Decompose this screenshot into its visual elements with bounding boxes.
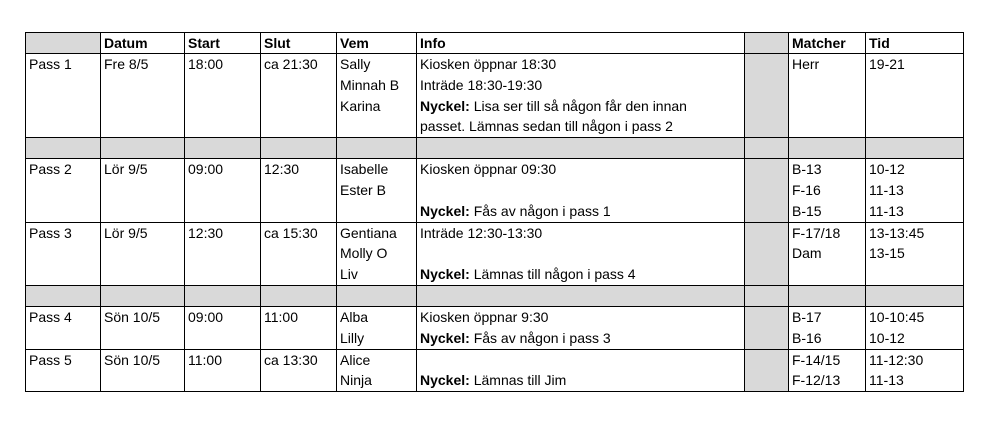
info-line <box>420 350 741 371</box>
pass-row-3 <box>26 222 964 285</box>
tid-line: 11-13 <box>869 202 904 219</box>
tid-line: 11-12:30 <box>869 351 924 368</box>
info-line <box>420 243 741 264</box>
info-key-line <box>420 370 741 391</box>
info-line: Kiosken öppnar 9:30 <box>420 308 549 325</box>
tid-line: 10-12 <box>869 161 905 178</box>
header-blank <box>745 33 789 54</box>
pass-matcher <box>789 306 866 349</box>
key-label: Nyckel: <box>420 329 470 346</box>
pass-name: Pass 5 <box>26 349 101 392</box>
vem-line: Ester B <box>340 181 386 198</box>
vem-line: Minnah B <box>340 76 400 93</box>
info-key-line <box>420 201 741 222</box>
pass-vem <box>337 349 417 392</box>
vem-line: Karina <box>340 97 381 114</box>
info-key-line <box>420 264 741 285</box>
schedule-table <box>25 32 964 392</box>
pass-start: 18:00 <box>185 54 261 138</box>
info-line: Kiosken öppnar 18:30 <box>420 56 557 72</box>
info-key-line <box>420 96 741 117</box>
pass-name: Pass 4 <box>26 306 101 349</box>
header-datum: Datum <box>101 33 185 54</box>
matcher-line: Dam <box>792 245 822 262</box>
pass-tid <box>866 54 964 138</box>
info-key-line <box>420 328 741 349</box>
pass-vem <box>337 159 417 222</box>
key-label: Nyckel: <box>420 372 470 389</box>
separator-row <box>26 285 964 306</box>
matcher-line: F-14/15 <box>792 351 841 368</box>
header-tid: Tid <box>866 33 964 54</box>
header-matcher: Matcher <box>789 33 866 54</box>
key-text: Fås av någon i pass 1 <box>473 202 611 219</box>
info-line: Inträde 18:30-19:30 <box>420 76 543 93</box>
pass-name: Pass 3 <box>26 222 101 285</box>
pass-row-4 <box>26 306 964 349</box>
matcher-line: Herr <box>792 56 820 72</box>
pass-start: 09:00 <box>185 306 261 349</box>
pass-info <box>417 349 745 392</box>
pass-row-2 <box>26 159 964 222</box>
header-row <box>26 33 964 54</box>
pass-vem <box>337 222 417 285</box>
matcher-line: F-17/18 <box>792 224 841 241</box>
tid-line: 11-13 <box>869 181 904 198</box>
pass-datum: Sön 10/5 <box>101 306 185 349</box>
tid-line: 13-15 <box>869 245 905 262</box>
info-line: Inträde 12:30-13:30 <box>420 224 543 241</box>
pass-info <box>417 54 745 138</box>
pass-slut: ca 21:30 <box>261 54 337 138</box>
pass-start: 11:00 <box>185 349 261 392</box>
header-pass <box>26 33 101 54</box>
pass-tid <box>866 159 964 222</box>
pass-datum: Lör 9/5 <box>101 159 185 222</box>
pass-name: Pass 2 <box>26 159 101 222</box>
pass-info <box>417 159 745 222</box>
header-vem: Vem <box>337 33 417 54</box>
pass-row-5 <box>26 349 964 392</box>
pass-info <box>417 222 745 285</box>
vem-line: Molly O <box>340 245 388 262</box>
vem-line: Gentiana <box>340 224 397 241</box>
key-text: Lämnas till någon i pass 4 <box>473 266 636 283</box>
tid-line: 11-13 <box>869 372 904 389</box>
vem-line: Alba <box>340 308 369 325</box>
pass-tid <box>866 222 964 285</box>
blank-cell <box>745 306 789 349</box>
header-start: Start <box>185 33 261 54</box>
pass-slut: 11:00 <box>261 306 337 349</box>
tid-line: 13-13:45 <box>869 224 925 241</box>
key-label: Nyckel: <box>420 202 470 219</box>
info-line: Kiosken öppnar 09:30 <box>420 161 557 178</box>
pass-vem <box>337 306 417 349</box>
separator-row <box>26 138 964 159</box>
matcher-line: B-15 <box>792 202 822 219</box>
key-text: Fås av någon i pass 3 <box>473 329 611 346</box>
info-line: passet. Lämnas sedan till någon i pass 2 <box>420 118 673 135</box>
tid-line: 10-10:45 <box>869 308 925 325</box>
vem-line: Lilly <box>340 329 365 346</box>
matcher-line: F-12/13 <box>792 372 841 389</box>
pass-matcher <box>789 349 866 392</box>
pass-start: 12:30 <box>185 222 261 285</box>
pass-matcher <box>789 159 866 222</box>
vem-line: Liv <box>340 266 358 283</box>
pass-vem <box>337 54 417 138</box>
vem-line: Sally <box>340 56 371 72</box>
vem-line: Ninja <box>340 372 372 389</box>
pass-slut: 12:30 <box>261 159 337 222</box>
key-text: Lisa ser till så någon får den innan <box>473 97 687 114</box>
pass-slut: ca 15:30 <box>261 222 337 285</box>
pass-matcher <box>789 54 866 138</box>
vem-line: Isabelle <box>340 161 389 178</box>
blank-cell <box>745 349 789 392</box>
vem-line <box>340 201 413 222</box>
pass-name: Pass 1 <box>26 54 101 138</box>
blank-cell <box>745 159 789 222</box>
matcher-line: B-17 <box>792 308 822 325</box>
pass-tid <box>866 306 964 349</box>
key-text: Lämnas till Jim <box>473 372 567 389</box>
pass-info <box>417 306 745 349</box>
pass-slut: ca 13:30 <box>261 349 337 392</box>
blank-cell <box>745 54 789 138</box>
pass-row-1 <box>26 54 964 138</box>
pass-matcher <box>789 222 866 285</box>
pass-tid <box>866 349 964 392</box>
info-line <box>420 180 741 201</box>
key-label: Nyckel: <box>420 266 470 283</box>
header-info: Info <box>417 33 745 54</box>
matcher-line: F-16 <box>792 181 821 198</box>
blank-cell <box>745 222 789 285</box>
matcher-line: B-16 <box>792 329 822 346</box>
matcher-line: B-13 <box>792 161 822 178</box>
pass-start: 09:00 <box>185 159 261 222</box>
header-slut: Slut <box>261 33 337 54</box>
tid-line: 19-21 <box>869 56 905 72</box>
pass-datum: Sön 10/5 <box>101 349 185 392</box>
vem-line <box>340 116 413 137</box>
key-label: Nyckel: <box>420 97 470 114</box>
vem-line: Alice <box>340 351 371 368</box>
pass-datum: Lör 9/5 <box>101 222 185 285</box>
pass-datum: Fre 8/5 <box>101 54 185 138</box>
tid-line: 10-12 <box>869 329 905 346</box>
